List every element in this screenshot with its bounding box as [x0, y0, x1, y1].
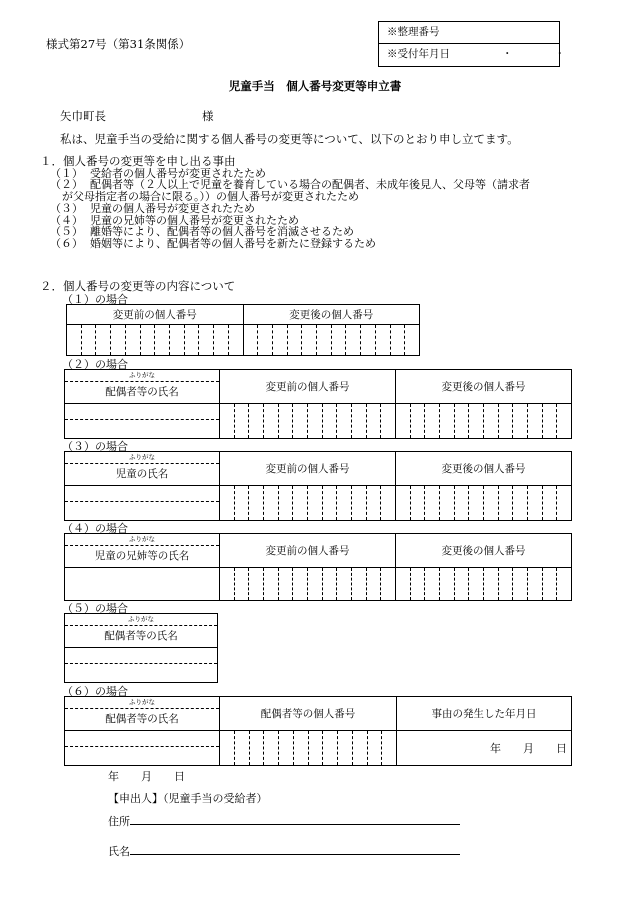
- case2-table: [64, 369, 572, 439]
- case6-number-header: 配偶者等の個人番号: [220, 697, 397, 731]
- applicant-heading: 【申出人】（児童手当の受給者）: [108, 792, 268, 805]
- section2-heading: ２．個人番号の変更等の内容について: [40, 279, 236, 293]
- reason-item: （６） 婚姻等により、配偶者等の個人番号を新たに登録するため: [50, 236, 376, 250]
- case4-name-header: ふりがな 児童の兄姉等の氏名: [65, 534, 220, 568]
- section1-heading: １．個人番号の変更等を申し出る事由: [40, 154, 236, 168]
- case2-after-number[interactable]: [396, 404, 572, 439]
- address-row: 住所: [108, 812, 460, 829]
- case3-name-header: ふりがな 児童の氏名: [65, 452, 220, 486]
- case1-label: （１）の場合: [62, 293, 128, 306]
- case2-name-header: ふりがな 配偶者等の氏名: [65, 370, 220, 404]
- received-date-field[interactable]: ※受付年月日 ・ ・: [379, 43, 559, 65]
- case1-before-header: 変更前の個人番号: [67, 305, 244, 325]
- case6-date-header: 事由の発生した年月日: [397, 697, 572, 731]
- reasons-section: [40, 154, 590, 250]
- case4-before-number[interactable]: [220, 568, 396, 601]
- form-title: 児童手当 個人番号変更等申立書: [228, 79, 402, 93]
- case4-before-header: 変更前の個人番号: [220, 534, 396, 568]
- addressee: 矢巾町長 様: [60, 109, 214, 123]
- case6-name-header: ふりがな 配偶者等の氏名: [65, 697, 220, 731]
- case2-before-header: 変更前の個人番号: [220, 370, 396, 404]
- reason-item-continued: が父母指定者の場合に限る。））の個人番号が変更されたため: [62, 190, 359, 204]
- name-row: 氏名: [108, 842, 460, 859]
- case6-label: （６）の場合: [62, 685, 128, 698]
- control-number-field[interactable]: ※整理番号: [387, 26, 440, 38]
- reason-item: （４） 児童の兄姉等の個人番号が変更されたため: [50, 213, 299, 227]
- case1-after-header: 変更後の個人番号: [243, 305, 420, 325]
- case6-spouse-number[interactable]: [220, 731, 397, 766]
- case3-after-number[interactable]: [396, 486, 572, 521]
- case5-table: [64, 613, 218, 683]
- case4-name-input[interactable]: [65, 568, 220, 601]
- case6-name-input[interactable]: [65, 731, 220, 766]
- intro-text: 私は、児童手当の受給に関する個人番号の変更等について、以下のとおり申し立てます。: [60, 132, 519, 146]
- case4-label: （４）の場合: [62, 522, 128, 535]
- office-use-box: [378, 21, 565, 67]
- case1-table: [66, 304, 420, 356]
- case4-after-header: 変更後の個人番号: [396, 534, 572, 568]
- case1-after-number[interactable]: [243, 325, 420, 356]
- address-input[interactable]: [130, 812, 460, 825]
- case3-before-number[interactable]: [220, 486, 396, 521]
- case2-before-number[interactable]: [220, 404, 396, 439]
- case5-name-header: ふりがな 配偶者等の氏名: [65, 614, 218, 648]
- reason-item: （２） 配偶者等（２人以上で児童を養育している場合の配偶者、未成年後見人、父母等（請求者: [50, 178, 530, 192]
- case6-event-date[interactable]: 年 月 日: [397, 731, 572, 766]
- reason-item: （１） 受給者の個人番号が変更されたため: [50, 166, 266, 180]
- form-number: 様式第27号（第31条関係）: [46, 37, 191, 51]
- case1-before-number[interactable]: [67, 325, 244, 356]
- case6-table: [64, 696, 572, 766]
- case3-after-header: 変更後の個人番号: [396, 452, 572, 486]
- case4-after-number[interactable]: [396, 568, 572, 601]
- case5-label: （５）の場合: [62, 602, 128, 615]
- reason-item: （３） 児童の個人番号が変更されたため: [50, 201, 255, 215]
- case3-before-header: 変更前の個人番号: [220, 452, 396, 486]
- case4-table: [64, 533, 572, 601]
- name-input[interactable]: [130, 842, 460, 855]
- reason-item: （５） 離婚等により、配偶者等の個人番号を消滅させるため: [50, 225, 354, 239]
- case5-name-input[interactable]: [65, 648, 218, 683]
- case2-name-input[interactable]: [65, 404, 220, 439]
- submission-date[interactable]: 年 月 日: [108, 770, 185, 783]
- case3-table: [64, 451, 572, 521]
- case2-label: （２）の場合: [62, 358, 128, 371]
- case3-label: （３）の場合: [62, 440, 128, 453]
- case3-name-input[interactable]: [65, 486, 220, 521]
- case2-after-header: 変更後の個人番号: [396, 370, 572, 404]
